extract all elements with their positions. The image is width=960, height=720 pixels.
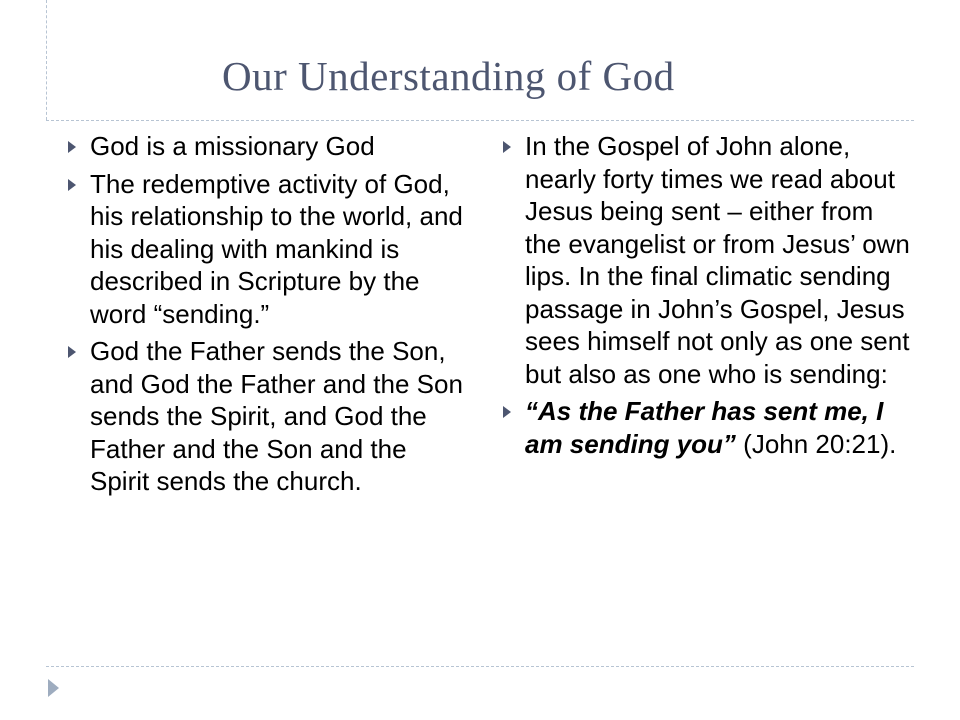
slide-title: Our Understanding of God (222, 53, 675, 99)
footer-divider (46, 666, 914, 667)
triangle-bullet-icon (503, 406, 511, 418)
left-column (60, 130, 470, 503)
list-item (495, 395, 915, 460)
triangle-bullet-icon (68, 141, 76, 153)
scripture-reference: (John 20:21). (743, 428, 897, 459)
bullet-text (525, 395, 915, 460)
bullet-text: The redemptive activity of God, his relationship to the world, and his dealing with mankind is described in Scripture by the word “sending.” (90, 168, 463, 329)
list-item (495, 130, 915, 390)
list-item (60, 335, 470, 498)
bullet-text: In the Gospel of John alone, nearly forty times we read about Jesus being sent – either from the evangelist or from Jesus’ own lips. In the final climatic sending passage in John’s Gospel, Jesus sees himself not only as one sent but also as one who is sending: (525, 131, 910, 389)
bullet-text: God is a missionary God (90, 131, 375, 161)
bullet-text: God the Father sends the Son, and God the Father and the Son sends the Spirit, and God the Father and the Son and the Spirit sends the church. (90, 336, 463, 496)
frame-left-line (46, 0, 47, 120)
right-column (495, 130, 915, 465)
triangle-bullet-icon (503, 141, 511, 153)
scripture-quote: “As the Father has sent me, I am sending you” (525, 396, 884, 459)
triangle-bullet-icon (68, 179, 76, 191)
list-item (60, 130, 470, 163)
list-item (60, 168, 470, 331)
title-divider (46, 120, 914, 121)
corner-arrow-icon (48, 679, 59, 697)
triangle-bullet-icon (68, 346, 76, 358)
